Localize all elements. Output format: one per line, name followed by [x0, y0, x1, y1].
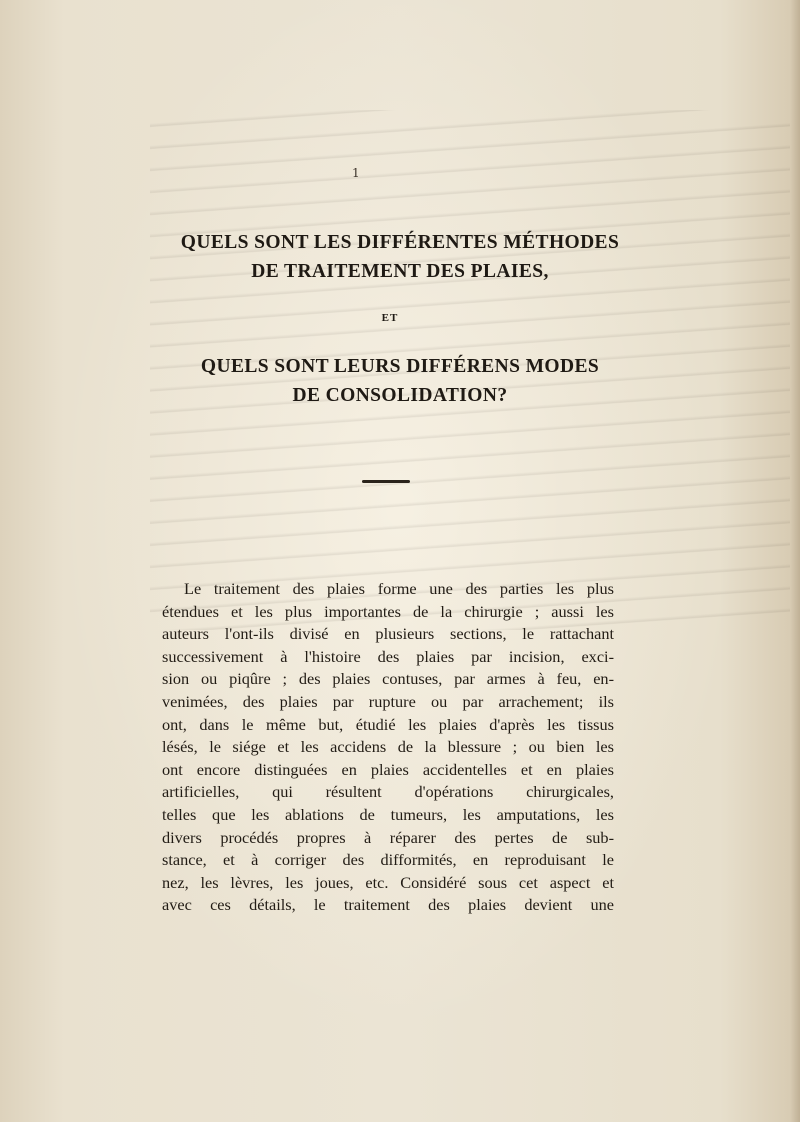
title-line-3: QUELS SONT LEURS DIFFÉRENS MODES [200, 356, 600, 377]
section-divider-rule [362, 480, 410, 483]
title-line-1: QUELS SONT LES DIFFÉRENTES MÉTHODES [180, 232, 620, 253]
body-line: auteurs l'ont-ils divisé en plusieurs sections, le rattachant [162, 624, 614, 644]
title-conjunction: ET [381, 312, 399, 324]
body-line: divers procédés propres à réparer des pertes de sub- [162, 827, 614, 847]
body-line: sion ou piqûre ; des plaies contuses, par armes à feu, en- [162, 669, 614, 689]
body-line: successivement à l'histoire des plaies par incision, exci- [162, 646, 614, 666]
body-line: stance, et à corriger des difformités, en reproduisant le [162, 850, 614, 870]
body-line: artificielles, qui résultent d'opérations chirurgicales, [162, 782, 614, 802]
title-part-two [140, 352, 660, 410]
body-line: Le traitement des plaies forme une des parties les plus [184, 579, 614, 598]
page-mark: 1 [352, 166, 360, 180]
title-line-2: DE TRAITEMENT DES PLAIES, [251, 261, 549, 282]
body-line: telles que les ablations de tumeurs, les amputations, les [162, 804, 614, 824]
title-line-4: DE CONSOLIDATION? [292, 385, 508, 406]
body-line: avec ces détails, le traitement des plaies devient une [162, 895, 614, 915]
body-line: lésés, le siége et les accidens de la blessure ; ou bien les [162, 737, 614, 757]
body-line: étendues et les plus importantes de la chirurgie ; aussi les [162, 601, 614, 621]
body-line: ont encore distinguées en plaies accidentelles et en plaies [162, 759, 614, 779]
page-edge-shadow [790, 0, 800, 1122]
title-part-one [140, 228, 660, 286]
body-paragraph [162, 578, 614, 917]
body-line: nez, les lèvres, les joues, etc. Considéré sous cet aspect et [162, 872, 614, 892]
body-line: venimées, des plaies par rupture ou par arrachement; ils [162, 691, 614, 711]
body-line: ont, dans le même but, étudié les plaies d'après les tissus [162, 714, 614, 734]
